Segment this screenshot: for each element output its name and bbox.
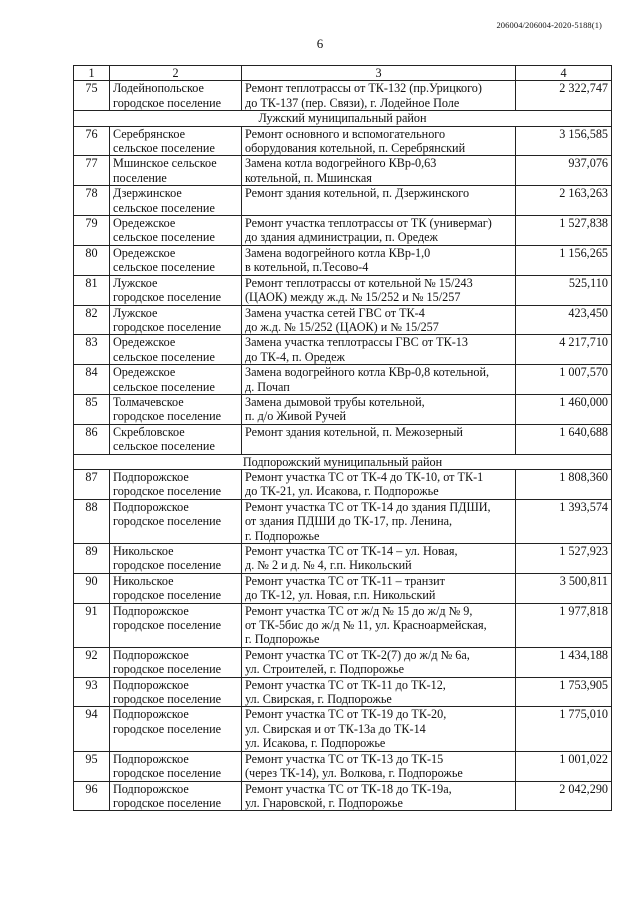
cell-line: Серебрянское	[113, 126, 185, 141]
cell-line: городское поселение	[113, 558, 222, 573]
settlement-cell	[110, 156, 242, 186]
table-row	[74, 275, 612, 305]
settlement-cell	[110, 186, 242, 216]
cell-line: Ремонт теплотрассы от ТК-132 (пр.Урицкого)	[245, 81, 482, 96]
work-description-cell	[242, 781, 516, 811]
work-description-cell	[242, 156, 516, 186]
work-description-cell	[242, 707, 516, 751]
page-number: 6	[316, 36, 324, 51]
row-number: 84	[74, 365, 110, 395]
cell-line: (ЦАОК) между ж.д. № 15/252 и № 15/257	[245, 290, 461, 305]
column-header-number: 1	[74, 66, 110, 81]
row-number: 88	[74, 499, 110, 543]
settlement-cell	[110, 81, 242, 111]
table-row	[74, 305, 612, 335]
cell-line: городское поселение	[113, 409, 222, 424]
cell-line: Ремонт основного и вспомогательного	[245, 126, 446, 141]
table-row	[74, 781, 612, 811]
amount-cell: 4 217,710	[516, 335, 612, 365]
row-number: 81	[74, 275, 110, 305]
work-description-cell	[242, 305, 516, 335]
row-number: 79	[74, 216, 110, 246]
row-number: 78	[74, 186, 110, 216]
work-description-cell	[242, 677, 516, 707]
cell-line: городское поселение	[113, 588, 222, 603]
cell-line: Ремонт здания котельной, п. Межозерный	[245, 424, 463, 439]
cell-line: Подпорожское	[113, 707, 189, 722]
work-description-cell	[242, 365, 516, 395]
table-row	[74, 647, 612, 677]
table-row	[74, 424, 612, 454]
cell-line: Никольское	[113, 573, 174, 588]
cell-line: городское поселение	[113, 290, 222, 305]
document-id: 206004/206004-2020-5188(1)	[496, 20, 602, 30]
cell-line: ул. Исакова, г. Подпорожье	[245, 736, 386, 751]
cell-line: Подпорожское	[113, 677, 189, 692]
settlement-cell	[110, 573, 242, 603]
column-header-work: 3	[242, 66, 516, 81]
cell-line: Никольское	[113, 544, 174, 558]
cell-line: Ремонт участка ТС от ТК-14 до здания ПДШИ,	[245, 499, 491, 514]
row-number: 83	[74, 335, 110, 365]
cell-line: ул. Гнаровской, г. Подпорожье	[245, 795, 403, 810]
cell-line: Ремонт участка ТС от ж/д № 15 до ж/д № 9,	[245, 603, 473, 618]
table-row	[74, 499, 612, 543]
row-number: 96	[74, 781, 110, 811]
cell-line: сельское поселение	[113, 200, 215, 215]
cell-line: городское поселение	[113, 514, 222, 529]
settlement-cell	[110, 305, 242, 335]
work-description-cell	[242, 469, 516, 499]
table-row	[74, 245, 612, 275]
cell-line: Лужское	[113, 305, 158, 320]
region-row	[74, 454, 612, 469]
cell-line: до здания администрации, п. Оредеж	[245, 230, 438, 245]
table-row	[74, 335, 612, 365]
cell-line: Замена дымовой трубы котельной,	[245, 394, 425, 409]
table-row	[74, 469, 612, 499]
amount-cell: 2 042,290	[516, 781, 612, 811]
cell-line: ул. Свирская и от ТК-13а до ТК-14	[245, 721, 426, 736]
cell-line: в котельной, п.Тесово-4	[245, 260, 369, 275]
row-number: 94	[74, 707, 110, 751]
settlement-cell	[110, 469, 242, 499]
region-title: Лужский муниципальный район	[74, 111, 612, 126]
settlement-cell	[110, 707, 242, 751]
cell-line: г. Подпорожье	[245, 528, 320, 543]
cell-line: котельной, п. Мшинская	[245, 170, 372, 185]
cell-line: Подпорожское	[113, 603, 189, 618]
cell-line: оборудования котельной, п. Серебрянский	[245, 141, 466, 156]
column-header-amount: 4	[516, 66, 612, 81]
row-number: 82	[74, 305, 110, 335]
table-row	[74, 81, 612, 111]
work-description-cell	[242, 335, 516, 365]
region-title: Подпорожский муниципальный район	[74, 454, 612, 469]
row-number: 92	[74, 647, 110, 677]
row-number: 90	[74, 573, 110, 603]
row-number: 77	[74, 156, 110, 186]
amount-cell: 423,450	[516, 305, 612, 335]
table-row	[74, 707, 612, 751]
cell-line: Ремонт участка ТС от ТК-4 до ТК-10, от ТК-1	[245, 469, 484, 484]
row-number: 85	[74, 394, 110, 424]
cell-line: Подпорожское	[113, 499, 189, 514]
cell-line: до ж.д. № 15/252 (ЦАОК) и № 15/257	[245, 319, 439, 334]
row-number: 86	[74, 424, 110, 454]
table-row	[74, 365, 612, 395]
cell-line: (через ТК-14), ул. Волкова, г. Подпорожье	[245, 766, 463, 781]
cell-line: Оредежское	[113, 335, 176, 350]
cell-line: Подпорожское	[113, 751, 189, 766]
cell-line: Подпорожское	[113, 647, 189, 662]
table-row	[74, 677, 612, 707]
row-number: 76	[74, 126, 110, 156]
work-description-cell	[242, 245, 516, 275]
work-description-cell	[242, 394, 516, 424]
cell-line: Мшинское сельское	[113, 156, 217, 171]
row-number: 87	[74, 469, 110, 499]
work-description-cell	[242, 603, 516, 647]
amount-cell: 1 753,905	[516, 677, 612, 707]
cell-line: городское поселение	[113, 795, 222, 810]
cell-line: ул. Свирская, г. Подпорожье	[245, 692, 392, 707]
settlement-cell	[110, 126, 242, 156]
cell-line: д. Почап	[245, 379, 290, 394]
cell-line: Замена водогрейного котла КВр-1,0	[245, 245, 431, 260]
amount-cell: 3 156,585	[516, 126, 612, 156]
work-description-cell	[242, 126, 516, 156]
cell-line: городское поселение	[113, 319, 222, 334]
table-row	[74, 156, 612, 186]
settlement-cell	[110, 544, 242, 574]
amount-cell: 1 640,688	[516, 424, 612, 454]
amount-cell: 937,076	[516, 156, 612, 186]
cell-line: Замена котла водогрейного КВр-0,63	[245, 156, 437, 171]
amount-cell: 3 500,811	[516, 573, 612, 603]
cell-line: городское поселение	[113, 484, 222, 499]
cell-line: городское поселение	[113, 618, 222, 633]
settlement-cell	[110, 603, 242, 647]
cell-line: до ТК-21, ул. Исакова, г. Подпорожье	[245, 484, 439, 499]
amount-cell: 1 527,838	[516, 216, 612, 246]
amount-cell: 1 808,360	[516, 469, 612, 499]
cell-line: до ТК-12, ул. Новая, г.п. Никольский	[245, 588, 436, 603]
table-row	[74, 544, 612, 574]
cell-line: п. д/о Живой Ручей	[245, 409, 347, 424]
cell-line: сельское поселение	[113, 230, 215, 245]
amount-cell: 1 393,574	[516, 499, 612, 543]
row-number: 80	[74, 245, 110, 275]
work-description-cell	[242, 216, 516, 246]
cell-line: Ремонт участка ТС от ТК-13 до ТК-15	[245, 751, 444, 766]
work-description-cell	[242, 424, 516, 454]
settlement-cell	[110, 394, 242, 424]
amount-cell: 1 775,010	[516, 707, 612, 751]
work-description-cell	[242, 81, 516, 111]
cell-line: Лужское	[113, 275, 158, 290]
row-number: 93	[74, 677, 110, 707]
cell-line: Дзержинское	[113, 186, 182, 201]
cell-line: от здания ПДШИ до ТК-17, пр. Ленина,	[245, 514, 453, 529]
amount-cell: 1 527,923	[516, 544, 612, 574]
cell-line: сельское поселение	[113, 141, 215, 156]
cell-line: Толмачевское	[113, 394, 184, 409]
settlement-cell	[110, 677, 242, 707]
cell-line: до ТК-137 (пер. Связи), г. Лодейное Поле	[245, 95, 460, 110]
column-header-settlement: 2	[110, 66, 242, 81]
amount-cell: 2 322,747	[516, 81, 612, 111]
cell-line: Ремонт участка ТС от ТК-18 до ТК-19а,	[245, 781, 452, 796]
cell-line: Оредежское	[113, 216, 176, 231]
settlement-cell	[110, 499, 242, 543]
cell-line: поселение	[113, 170, 167, 185]
row-number: 91	[74, 603, 110, 647]
cell-line: Ремонт участка ТС от ТК-2(7) до ж/д № 6а,	[245, 647, 470, 662]
settlement-cell	[110, 275, 242, 305]
cell-line: от ТК-5бис до ж/д № 11, ул. Красноармейская,	[245, 618, 487, 633]
cell-line: городское поселение	[113, 721, 222, 736]
work-description-cell	[242, 275, 516, 305]
table-header-row	[74, 66, 612, 81]
table-row	[74, 186, 612, 216]
amount-cell: 1 434,188	[516, 647, 612, 677]
cell-line: Замена участка теплотрассы ГВС от ТК-13	[245, 335, 468, 350]
table-row	[74, 573, 612, 603]
table-row	[74, 394, 612, 424]
settlement-cell	[110, 781, 242, 811]
amount-cell: 1 460,000	[516, 394, 612, 424]
cell-line: д. № 2 и д. № 4, г.п. Никольский	[245, 558, 412, 573]
work-description-cell	[242, 647, 516, 677]
cell-line: до ТК-4, п. Оредеж	[245, 349, 345, 364]
cell-line: Ремонт теплотрассы от котельной № 15/243	[245, 275, 473, 290]
work-description-cell	[242, 544, 516, 574]
work-description-cell	[242, 573, 516, 603]
settlement-cell	[110, 365, 242, 395]
row-number: 95	[74, 751, 110, 781]
cell-line: ул. Строителей, г. Подпорожье	[245, 662, 405, 677]
cell-line: Замена участка сетей ГВС от ТК-4	[245, 305, 425, 320]
cell-line: Скребловское	[113, 424, 185, 439]
work-description-cell	[242, 751, 516, 781]
settlement-cell	[110, 647, 242, 677]
cell-line: городское поселение	[113, 95, 222, 110]
row-number: 75	[74, 81, 110, 111]
cell-line: Лодейнопольское	[113, 81, 204, 96]
amount-cell: 1 001,022	[516, 751, 612, 781]
settlement-cell	[110, 245, 242, 275]
cell-line: сельское поселение	[113, 439, 215, 454]
settlement-cell	[110, 424, 242, 454]
cell-line: Замена водогрейного котла КВр-0,8 котельной,	[245, 365, 490, 380]
settlement-cell	[110, 216, 242, 246]
amount-cell: 1 007,570	[516, 365, 612, 395]
table-row	[74, 751, 612, 781]
cell-line: Подпорожское	[113, 469, 189, 484]
cell-line: г. Подпорожье	[245, 632, 320, 647]
works-table-body	[74, 66, 612, 811]
cell-line: сельское поселение	[113, 379, 215, 394]
settlement-cell	[110, 335, 242, 365]
cell-line: Ремонт участка теплотрассы от ТК (универмаг)	[245, 216, 492, 231]
region-row	[74, 111, 612, 126]
cell-line: городское поселение	[113, 766, 222, 781]
cell-line: сельское поселение	[113, 349, 215, 364]
work-description-cell	[242, 186, 516, 216]
table-row	[74, 216, 612, 246]
cell-line: Ремонт участка ТС от ТК-11 – транзит	[245, 573, 445, 588]
table-row	[74, 603, 612, 647]
works-table	[73, 65, 612, 811]
table-row	[74, 126, 612, 156]
cell-line: Ремонт здания котельной, п. Дзержинского	[245, 186, 470, 201]
settlement-cell	[110, 751, 242, 781]
row-number: 89	[74, 544, 110, 574]
cell-line: сельское поселение	[113, 260, 215, 275]
cell-line: Ремонт участка ТС от ТК-14 – ул. Новая,	[245, 544, 458, 558]
cell-line: Ремонт участка ТС от ТК-19 до ТК-20,	[245, 707, 447, 722]
amount-cell: 1 156,265	[516, 245, 612, 275]
cell-line: Оредежское	[113, 245, 176, 260]
cell-line: Ремонт участка ТС от ТК-11 до ТК-12,	[245, 677, 446, 692]
cell-line: Подпорожское	[113, 781, 189, 796]
amount-cell: 1 977,818	[516, 603, 612, 647]
cell-line: Оредежское	[113, 365, 176, 380]
cell-line: городское поселение	[113, 692, 222, 707]
cell-line: городское поселение	[113, 662, 222, 677]
amount-cell: 525,110	[516, 275, 612, 305]
amount-cell: 2 163,263	[516, 186, 612, 216]
work-description-cell	[242, 499, 516, 543]
